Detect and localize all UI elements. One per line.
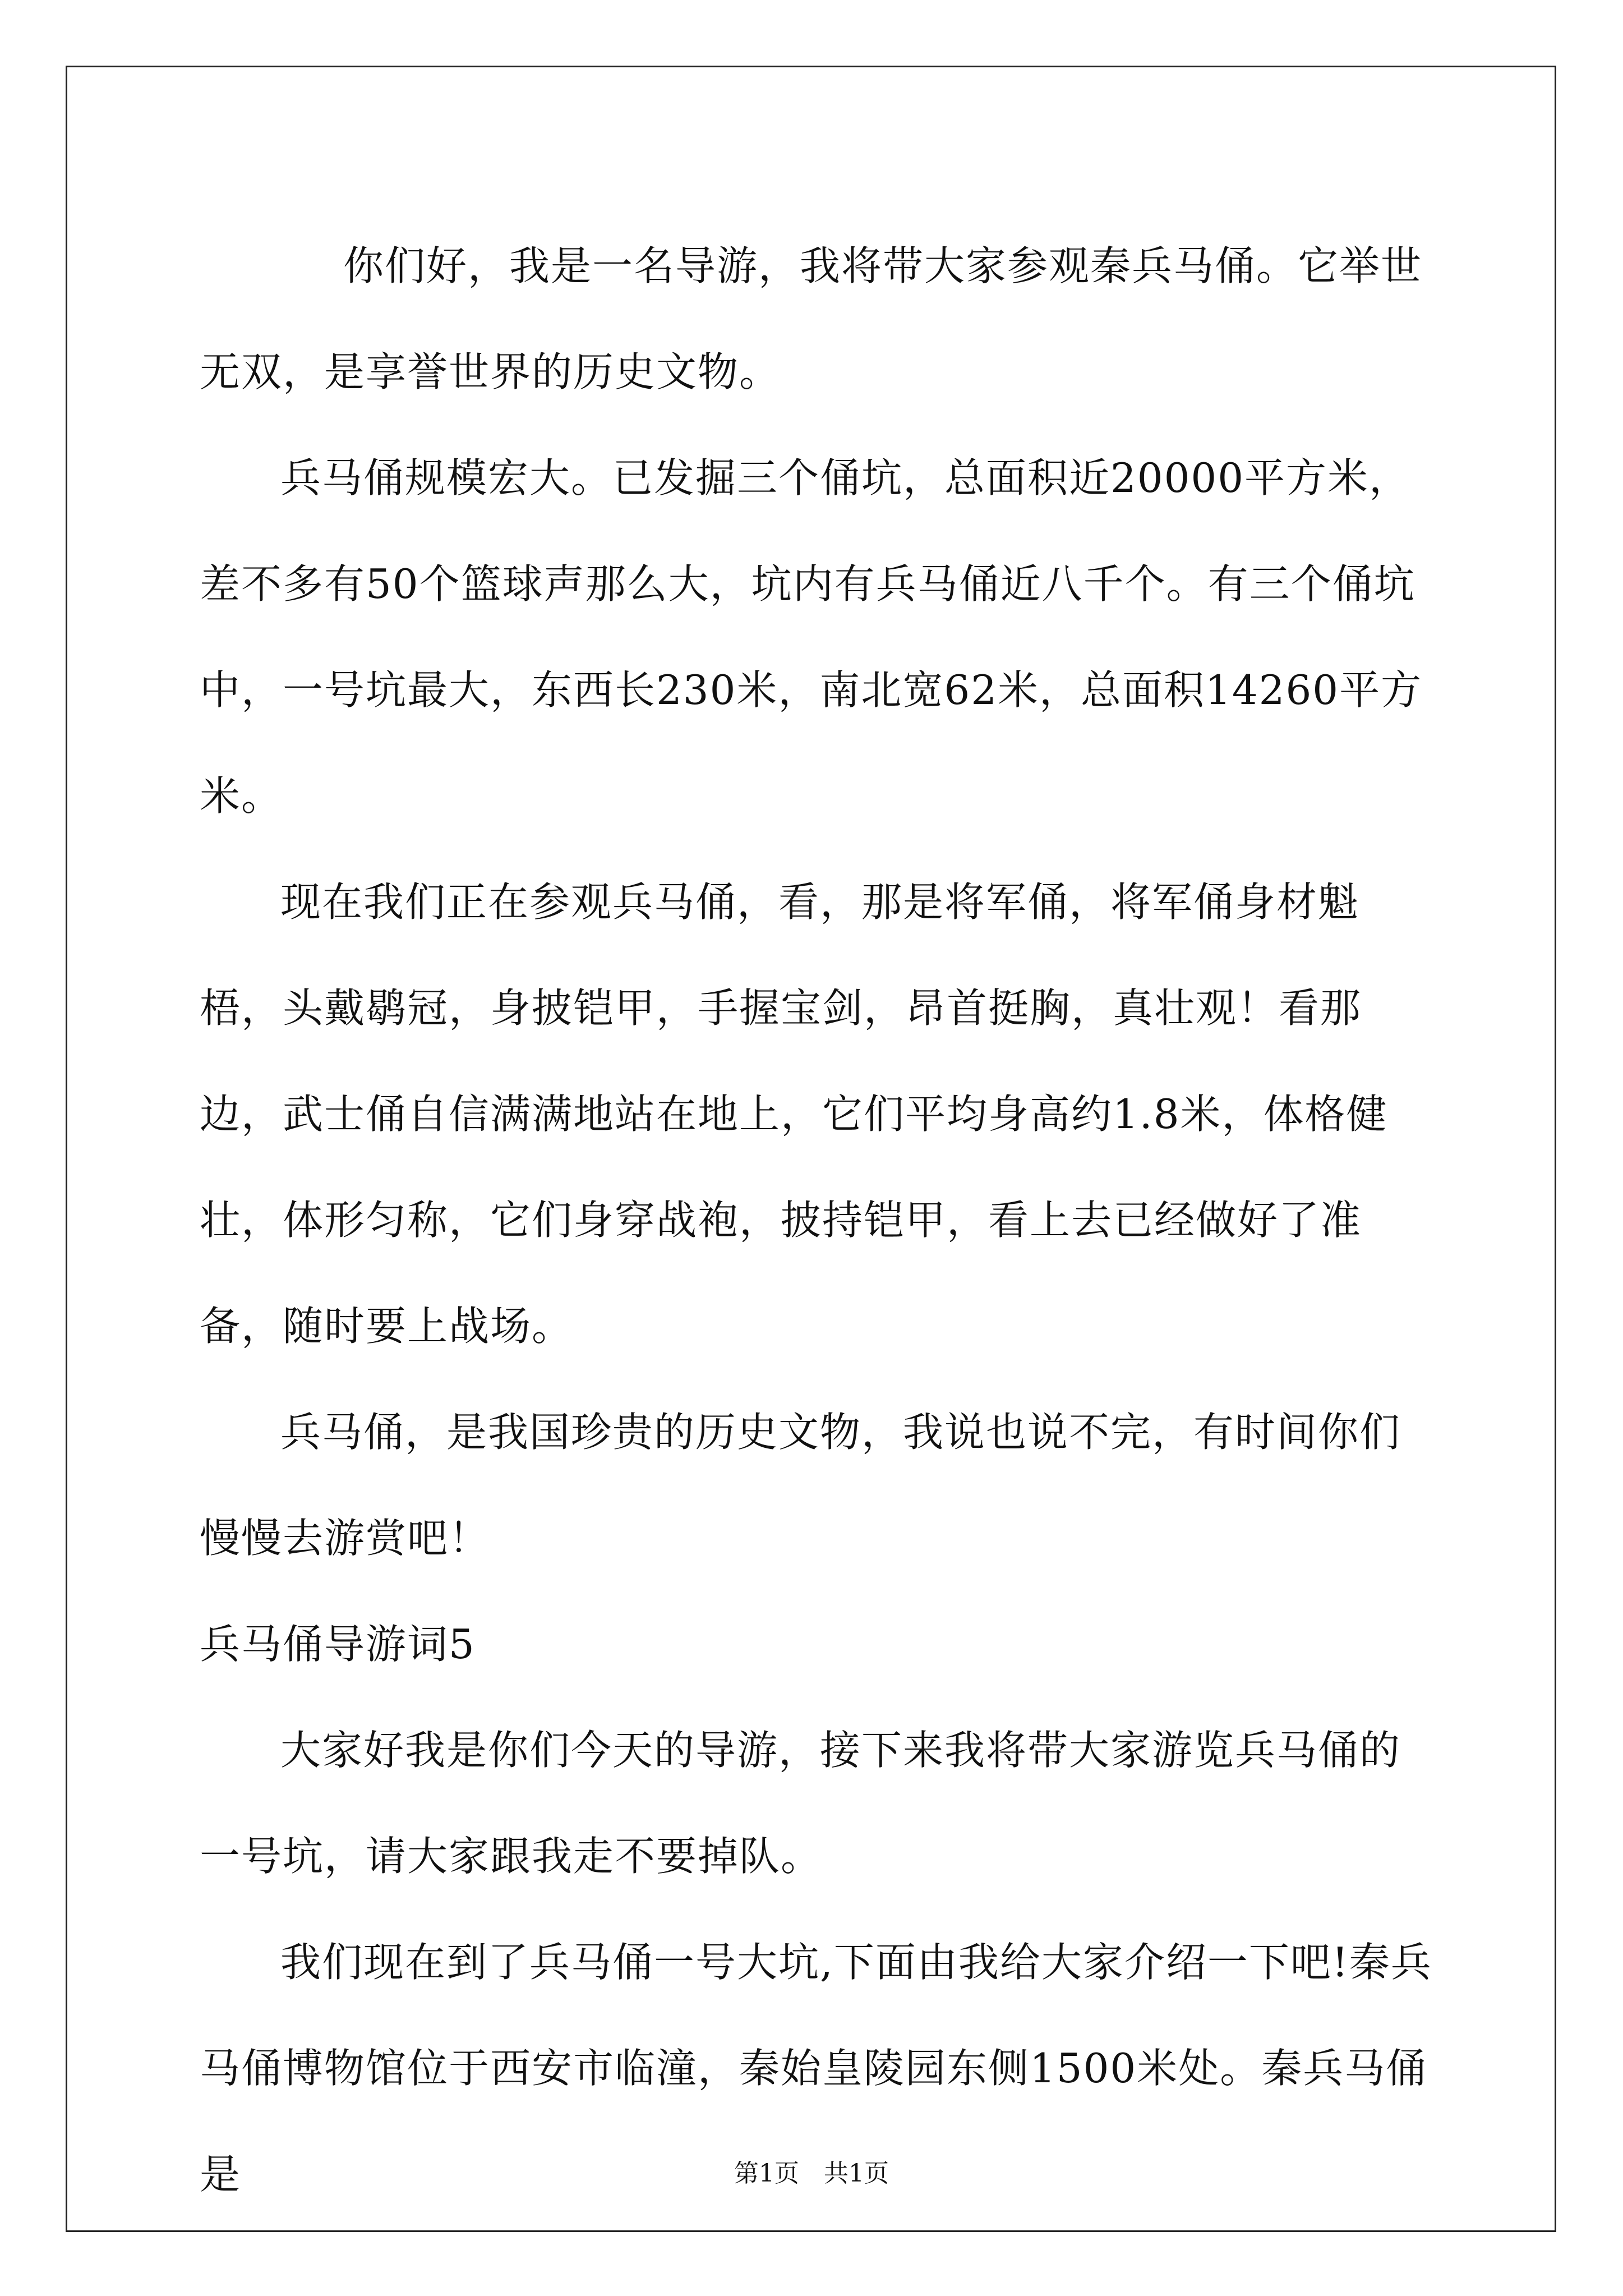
paragraph-welcome: 大家好我是你们今天的导游，接下来我将带大家游览兵马俑的一号坑，请大家跟我走不要掉队。 xyxy=(200,1727,1401,1880)
paragraph-pit-one: 我们现在到了兵马俑一号大坑,下面由我给大家介绍一下吧!秦兵马俑博物馆位于西安市临潼，秦始皇陵园东侧1500米处。秦兵马俑是 xyxy=(200,1939,1432,2198)
paragraph-scale: 兵马俑规模宏大。已发掘三个俑坑，总面积近20000平方米，差不多有50个篮球声那么大，坑内有兵马俑近八千个。有三个俑坑中，一号坑最大，东西长230米，南北宽62米，总面积14260平方米。 xyxy=(200,454,1423,820)
document-body xyxy=(200,213,1433,2228)
paragraph-intro: 你们好，我是一名导游，我将带大家参观秦兵马俑。它举世无双，是享誉世界的历史文物。 xyxy=(200,242,1423,395)
page-footer: 第1页 共1页 xyxy=(734,2159,889,2188)
section-heading: 兵马俑导游词5 xyxy=(200,1621,476,1668)
paragraph-closing: 兵马俑，是我国珍贵的历史文物，我说也说不完，有时间你们慢慢去游赏吧！ xyxy=(200,1409,1401,1562)
paragraph-visit: 现在我们正在参观兵马俑，看，那是将军俑，将军俑身材魁梧，头戴鹖冠，身披铠甲，手握宝剑，昂首挺胸，真壮观！看那边，武士俑自信满满地站在地上，它们平均身高约1.8米，体格健壮，体形匀称，它们身穿战袍，披持铠甲，看上去已经做好了准备，随时要上战场。 xyxy=(200,878,1388,1350)
